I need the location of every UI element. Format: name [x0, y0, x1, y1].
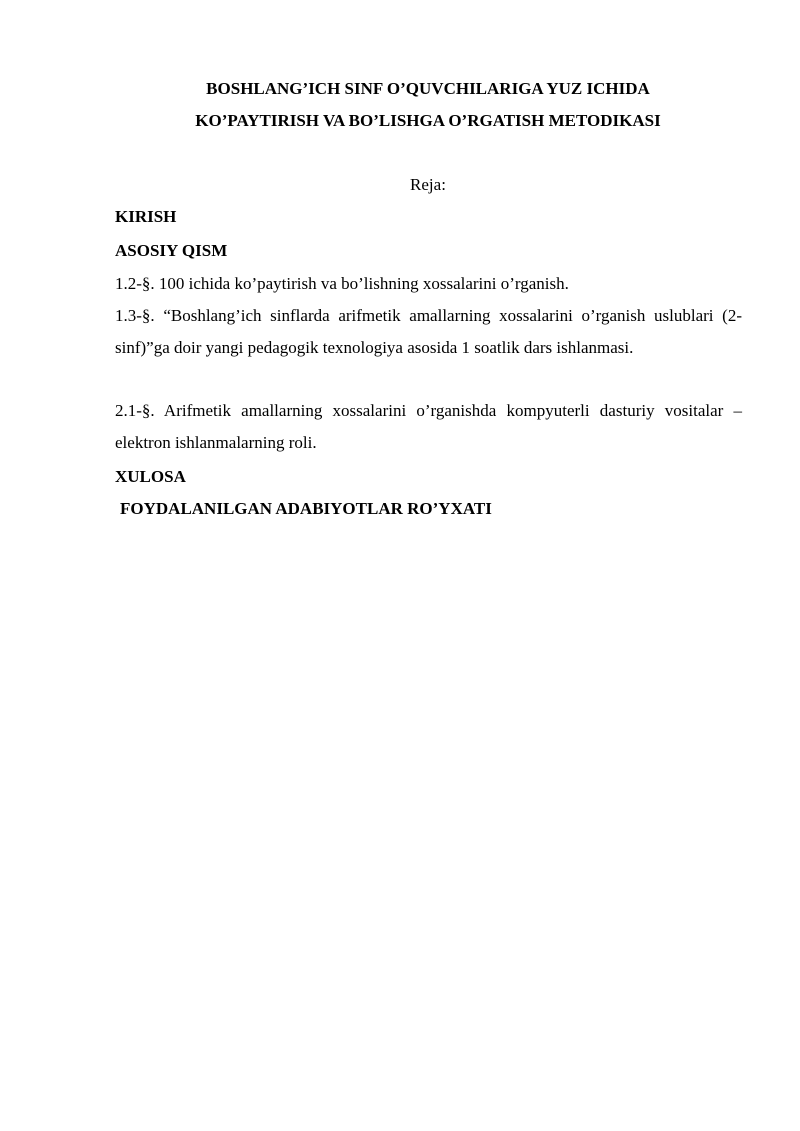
plan-item-2-1: 2.1-§. Arifmetik amallarning xossalarini o’rganishda kompyuterli dasturiy vositalar – elektron ishlanmalarning roli.: [115, 401, 742, 452]
plan-label: Reja:: [410, 175, 446, 194]
section-heading-main-part: ASOSIY QISM: [115, 241, 228, 260]
section-heading-introduction: KIRISH: [115, 207, 177, 226]
document-title-line-1: BOSHLANG’ICH SINF O’QUVCHILARIGA YUZ ICHIDA: [206, 79, 650, 98]
document-title-line-2: KO’PAYTIRISH VA BO’LISHGA O’RGATISH METODIKASI: [195, 111, 661, 130]
plan-item-1-2: 1.2-§. 100 ichida ko’paytirish va bo’lishning xossalarini o’rganish.: [115, 274, 569, 293]
section-heading-references: FOYDALANILGAN ADABIYOTLAR RO’YXATI: [120, 499, 492, 518]
section-heading-conclusion: XULOSA: [115, 467, 186, 486]
plan-item-1-3: 1.3-§. “Boshlang’ich sinflarda arifmetik amallarning xossalarini o’rganish uslublari (2-sinf)”ga doir yangi pedagogik texnologiya asosida 1 soatlik dars ishlanmasi.: [115, 306, 742, 357]
